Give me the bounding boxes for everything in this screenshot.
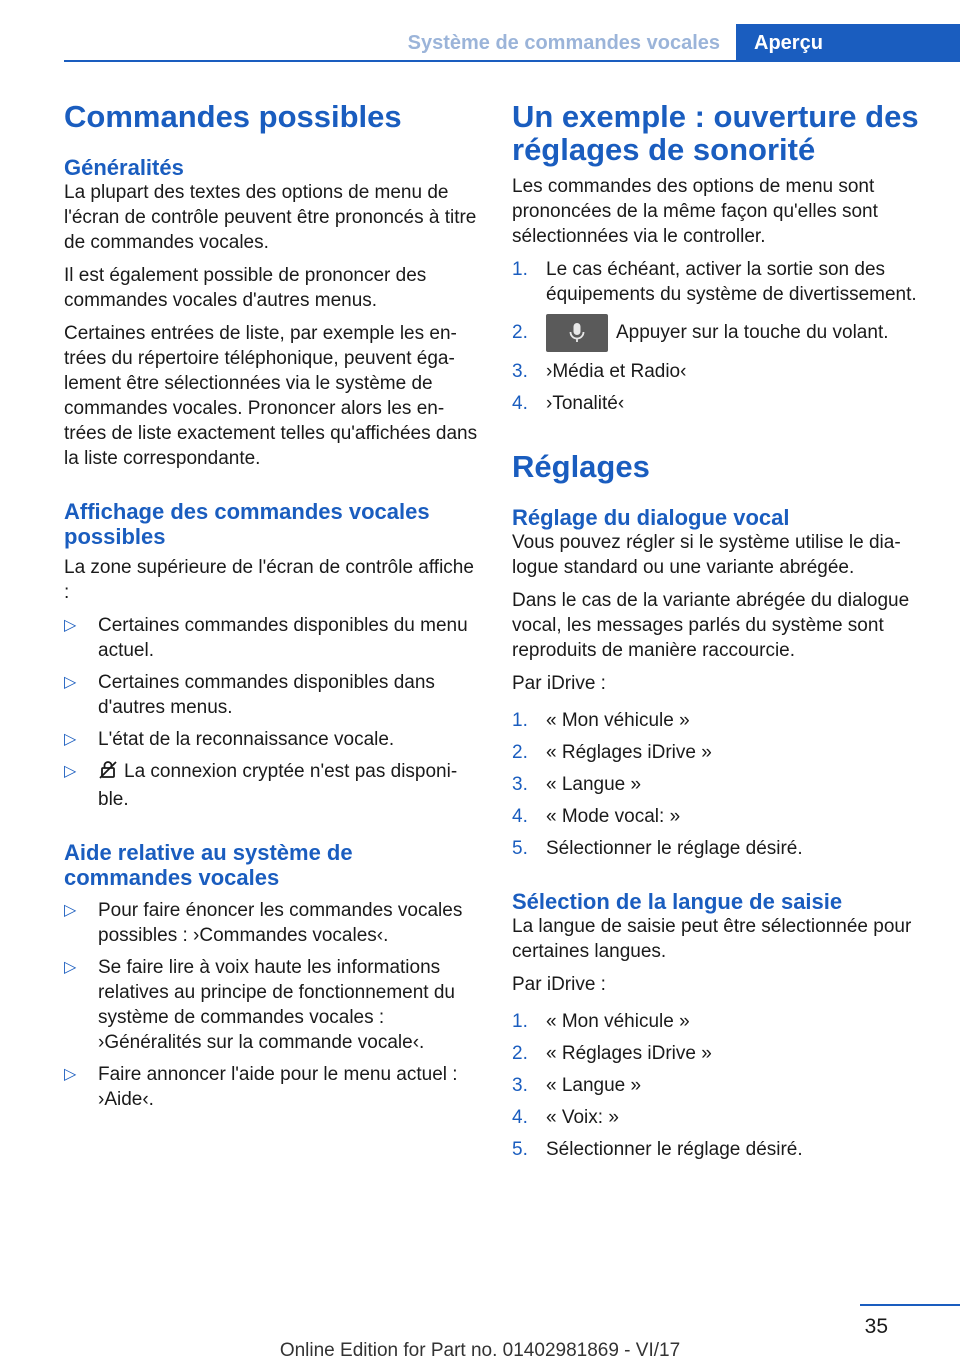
list-item: 3. « Langue » bbox=[512, 774, 642, 796]
bullet-list bbox=[64, 898, 480, 1112]
heading-affichage: Affichage des commandes vocales possibles bbox=[64, 499, 430, 549]
step-number: 3. bbox=[512, 1075, 528, 1097]
list-item: ▷ Certaines commandes disponibles du menu actuel. bbox=[64, 615, 468, 661]
right-column bbox=[512, 100, 924, 1169]
voice-button-icon bbox=[546, 314, 608, 352]
step-number: 5. bbox=[512, 1139, 528, 1161]
header-rule bbox=[64, 60, 960, 62]
step-number: 4. bbox=[512, 393, 528, 415]
list-item: 1. « Mon véhicule » bbox=[512, 710, 690, 732]
paragraph: Par iDrive : bbox=[512, 974, 606, 996]
encryption-unavailable-icon bbox=[98, 760, 118, 787]
numbered-list bbox=[512, 1009, 924, 1162]
heading-reglage-dialogue: Réglage du dialogue vocal bbox=[512, 505, 790, 531]
paragraph: Vous pouvez régler si le système utilise le dialogue standard ou une variante abrégée. bbox=[512, 532, 901, 579]
page-number: 35 bbox=[864, 1315, 888, 1338]
list-item: 4. ›Tonalité‹ bbox=[512, 393, 625, 415]
paragraph: Les commandes des options de menu sont prononcées de la même façon qu'elles sont sélectionnées via le controller. bbox=[512, 176, 878, 247]
paragraph: La zone supérieure de l'écran de contrôle affiche : bbox=[64, 557, 474, 603]
step-number: 4. bbox=[512, 1107, 528, 1129]
footer-edition: Online Edition for Part no. 01402981869 - VI/17 bbox=[279, 1340, 681, 1361]
triangle-bullet-icon: ▷ bbox=[64, 617, 77, 634]
left-column bbox=[64, 100, 480, 1119]
triangle-bullet-icon: ▷ bbox=[64, 731, 77, 748]
bullet-list bbox=[64, 613, 480, 812]
triangle-bullet-icon: ▷ bbox=[64, 959, 77, 976]
list-item: ▷ Faire annoncer l'aide pour le menu actuel : ›Aide‹. bbox=[64, 1064, 458, 1110]
paragraph: La langue de saisie peut être sélectionnée pour certaines langues. bbox=[512, 916, 912, 963]
heading-aide: Aide relative au système de commandes vocales bbox=[64, 840, 353, 890]
list-item: 5. Sélectionner le réglage désiré. bbox=[512, 1139, 803, 1161]
list-item: 4. « Mode vocal: » bbox=[512, 806, 681, 828]
step-number: 2. bbox=[512, 1043, 528, 1065]
list-item: ▷ Pour faire énoncer les commandes vocales possibles : ›Commandes vocales‹. bbox=[64, 900, 463, 946]
list-item: 1. Le cas échéant, activer la sortie son des équipements du système de divertissement. bbox=[512, 259, 917, 305]
footer-rule bbox=[860, 1304, 960, 1306]
triangle-bullet-icon: ▷ bbox=[64, 902, 77, 919]
list-item: 5. Sélectionner le réglage désiré. bbox=[512, 838, 803, 860]
triangle-bullet-icon: ▷ bbox=[64, 763, 77, 780]
header-section-title: Système de commandes vocales bbox=[407, 32, 720, 54]
list-item: 3. ›Média et Radio‹ bbox=[512, 361, 687, 383]
triangle-bullet-icon: ▷ bbox=[64, 1066, 77, 1083]
numbered-list bbox=[512, 257, 924, 416]
paragraph: La plupart des textes des options de menu de l'écran de contrôle peuvent être prononcés à titre de commandes vocales. bbox=[64, 182, 477, 253]
step-number: 2. bbox=[512, 742, 528, 764]
triangle-bullet-icon: ▷ bbox=[64, 674, 77, 691]
header-chapter-tab: Aperçu bbox=[736, 24, 960, 60]
list-item: 2. Appuyer sur la touche du volant. bbox=[512, 314, 924, 352]
step-number: 4. bbox=[512, 806, 528, 828]
step-number: 1. bbox=[512, 259, 528, 280]
paragraph: Dans le cas de la variante abrégée du dialogue vocal, les messages parlés du système sont reproduits de manière raccourcie. bbox=[512, 590, 910, 662]
step-number: 2. bbox=[512, 322, 528, 343]
page-header bbox=[0, 24, 960, 62]
numbered-list bbox=[512, 708, 924, 861]
step-number: 5. bbox=[512, 838, 528, 860]
step-number: 3. bbox=[512, 774, 528, 796]
list-item: 4. « Voix: » bbox=[512, 1107, 619, 1129]
list-item: 2. « Réglages iDrive » bbox=[512, 742, 712, 764]
list-item: ▷ Se faire lire à voix haute les informations relatives au principe de fonctionnement du système de commandes vocales : ›Généralités sur la commande vocale‹. bbox=[64, 957, 456, 1053]
step-number: 3. bbox=[512, 361, 528, 383]
list-item: 3. « Langue » bbox=[512, 1075, 642, 1097]
step-number: 1. bbox=[512, 710, 528, 732]
heading-reglages: Réglages bbox=[512, 449, 650, 485]
list-item: ▷ L'état de la reconnaissance vocale. bbox=[64, 729, 395, 750]
heading-langue-saisie: Sélection de la langue de saisie bbox=[512, 889, 843, 915]
list-item: 2. « Réglages iDrive » bbox=[512, 1043, 712, 1065]
heading-generalites: Généralités bbox=[64, 155, 184, 180]
paragraph: Il est également possible de prononcer des commandes vocales d'autres menus. bbox=[64, 265, 427, 311]
paragraph: Par iDrive : bbox=[512, 673, 606, 695]
heading-exemple: Un exemple : ouverture des réglages de sonorité bbox=[512, 99, 919, 167]
step-number: 1. bbox=[512, 1011, 528, 1033]
list-item: 1. « Mon véhicule » bbox=[512, 1011, 690, 1033]
paragraph: Certaines entrées de liste, par exemple les entrées du répertoire téléphonique, peuvent également être sélectionnées via le système de commandes vocales. Prononcer alors les entrées de liste exactement telles qu'affichées dans la liste correspondante. bbox=[64, 323, 478, 469]
heading-commandes-possibles: Commandes possibles bbox=[64, 99, 402, 134]
list-item: ▷ Certaines commandes disponibles dans d'autres menus. bbox=[64, 672, 435, 718]
list-item: ▷ La connexion cryptée n'est pas disponible. bbox=[64, 761, 458, 810]
